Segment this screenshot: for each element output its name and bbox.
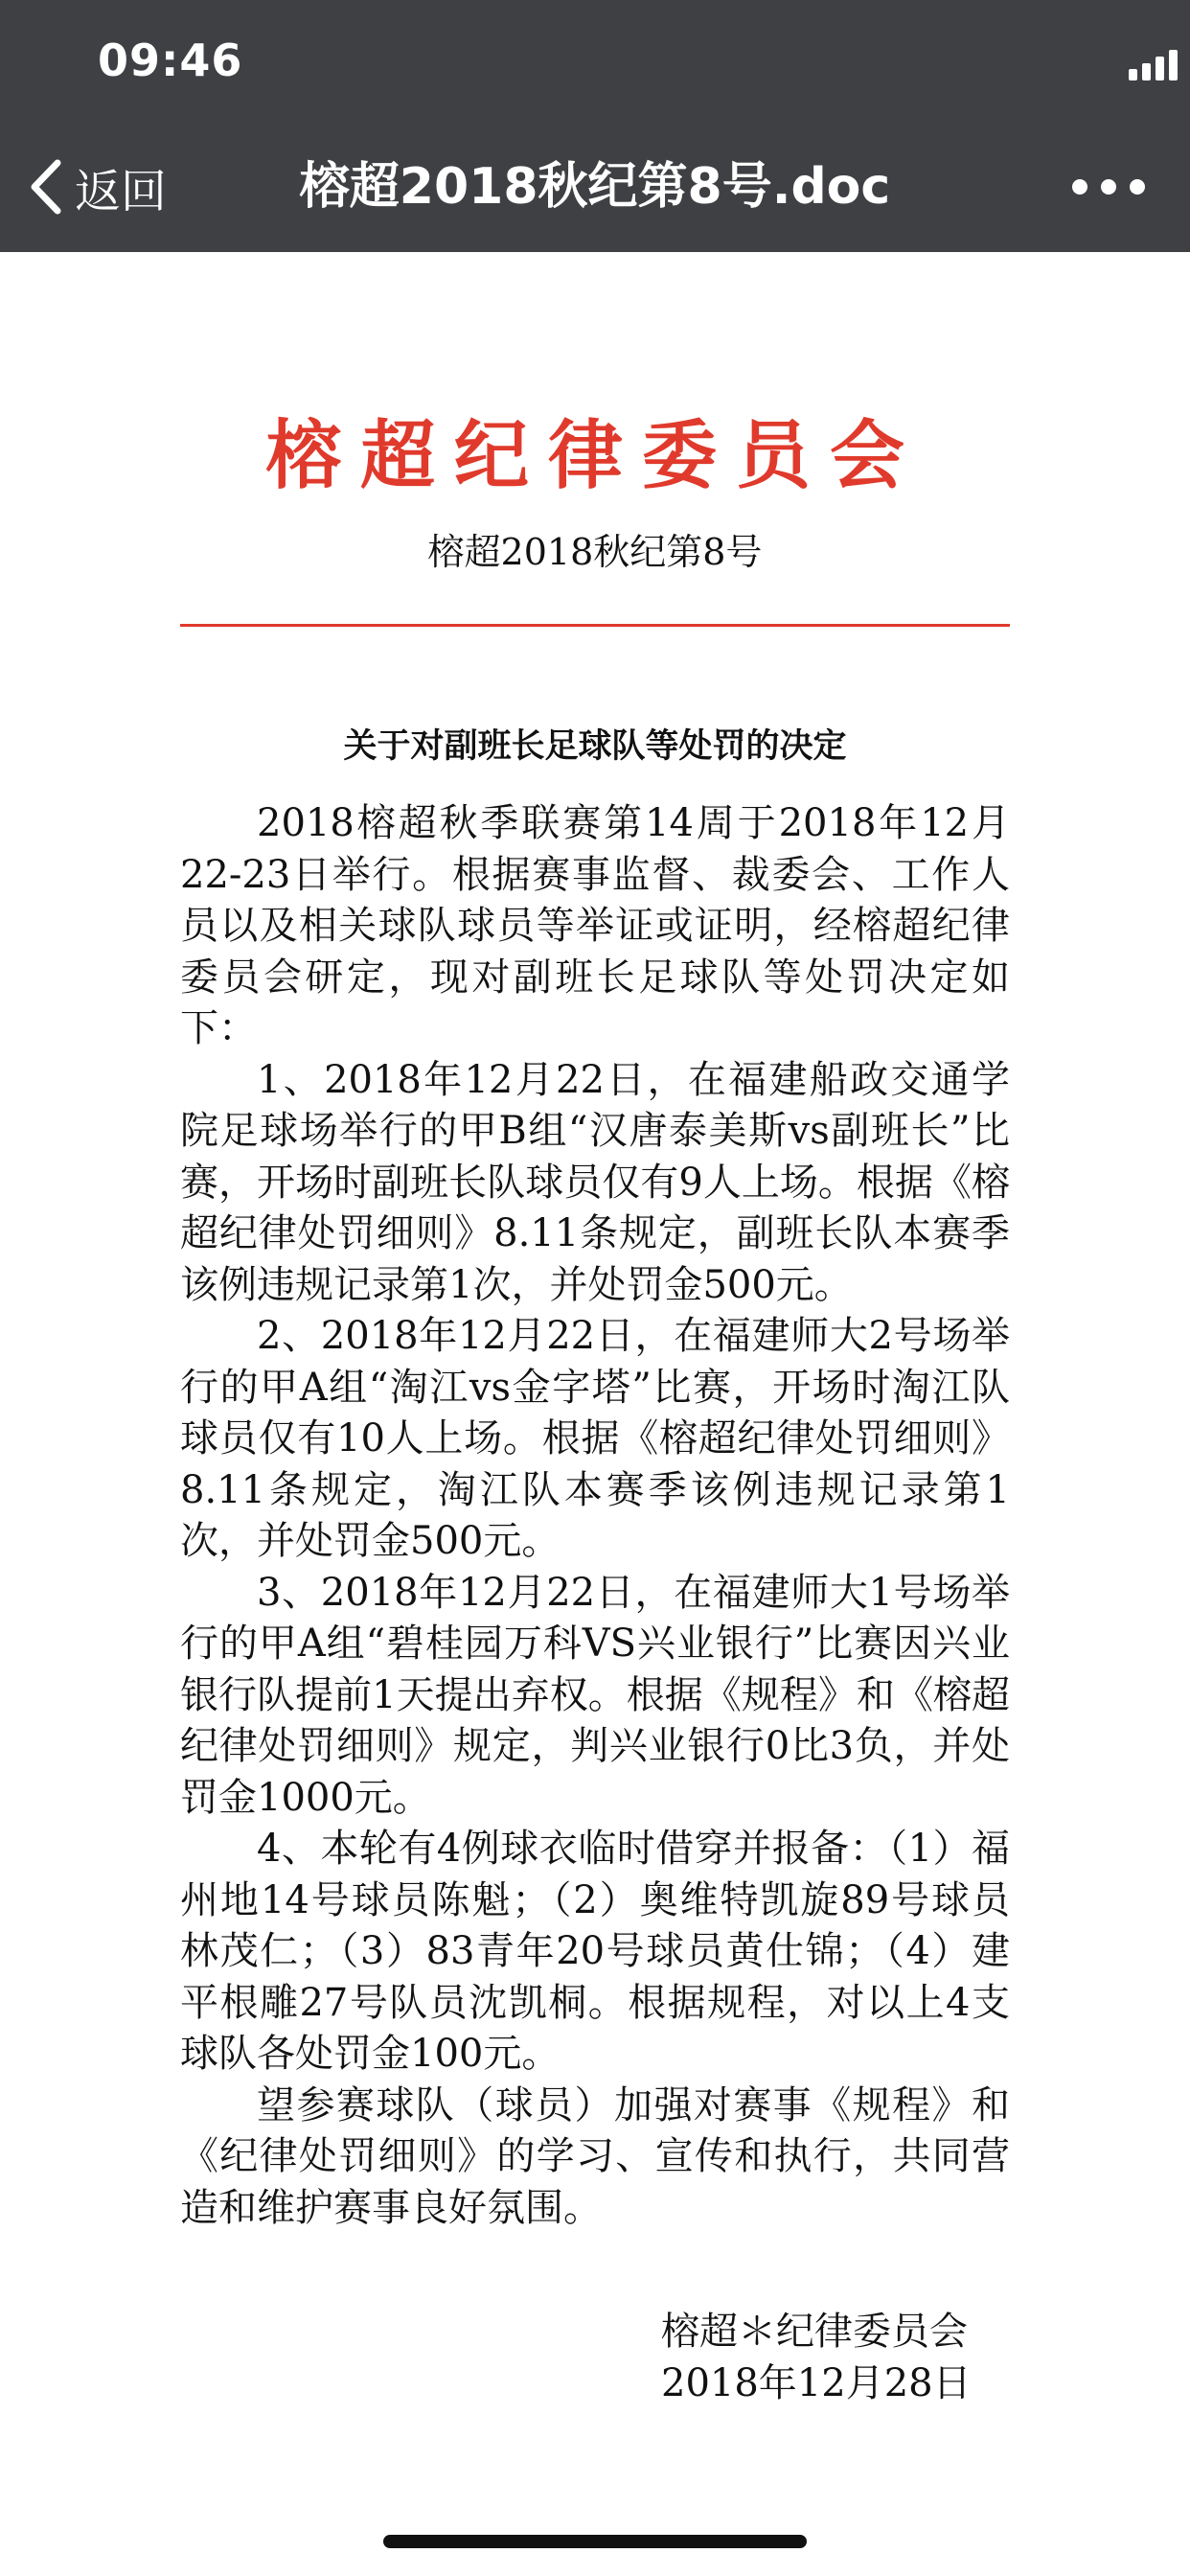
back-button[interactable] xyxy=(27,153,167,220)
organization-title: 榕超纪律委员会 xyxy=(265,413,924,499)
home-indicator[interactable] xyxy=(383,2535,807,2548)
signature-block xyxy=(661,2307,972,2409)
page-title: 榕超2018秋纪第8号.doc xyxy=(299,158,891,216)
paragraph-intro: 2018榕超秋季联赛第14周于2018年12月22-23日举行。根据赛事监督、裁委会、工作人员以及相关球队球员等举证或证明，经榕超纪律委员会研定，现对副班长足球队等处罚决定如下： xyxy=(180,801,1010,1050)
chevron-left-icon xyxy=(27,157,65,217)
signature-date: 2018年12月28日 xyxy=(661,2360,972,2405)
paragraph-item-3: 3、2018年12月22日，在福建师大1号场举行的甲A组“碧桂园万科VS兴业银行”比赛因兴业银行队提前1天提出弃权。根据《规程》和《榕超纪律处罚细则》规定，判兴业银行0比3负，并处罚金1000元。 xyxy=(180,1570,1010,1820)
paragraph-item-2: 2、2018年12月22日，在福建师大2号场举行的甲A组“淘江vs金字塔”比赛，开场时淘江队球员仅有10人上场。根据《榕超纪律处罚细则》8.11条规定，淘江队本赛季该例违规记录第1次，并处罚金500元。 xyxy=(180,1314,1010,1563)
signature: 榕超＊纪律委员会 xyxy=(661,2310,968,2354)
document-number: 榕超2018秋纪第8号 xyxy=(427,531,763,573)
signal-icon xyxy=(1129,48,1179,80)
red-divider xyxy=(180,624,1010,627)
back-label: 返回 xyxy=(75,164,168,218)
status-time: 09:46 xyxy=(98,34,243,86)
document-body xyxy=(180,798,1010,2234)
paragraph-item-1: 1、2018年12月22日，在福建船政交通学院足球场举行的甲B组“汉唐泰美斯vs副班长”比赛，开场时副班长队球员仅有9人上场。根据《榕超纪律处罚细则》8.11条规定，副班长队本赛季该例违规记录第1次，并处罚金500元。 xyxy=(180,1057,1010,1307)
paragraph-closing: 望参赛球队（球员）加强对赛事《规程》和《纪律处罚细则》的学习、宣传和执行，共同营造和维护赛事良好氛围。 xyxy=(180,2082,1010,2230)
document-heading: 关于对副班长足球队等处罚的决定 xyxy=(343,727,847,766)
top-bar xyxy=(0,0,1190,252)
more-icon[interactable] xyxy=(1065,168,1152,206)
paragraph-item-4: 4、本轮有4例球衣临时借穿并报备：（1）福州地14号球员陈魁；（2）奥维特凯旋89号球员林茂仁；（3）83青年20号球员黄仕锦；（4）建平根雕27号队员沈凯桐。根据规程，对以上4支球队各处罚金100元。 xyxy=(180,1827,1010,2076)
